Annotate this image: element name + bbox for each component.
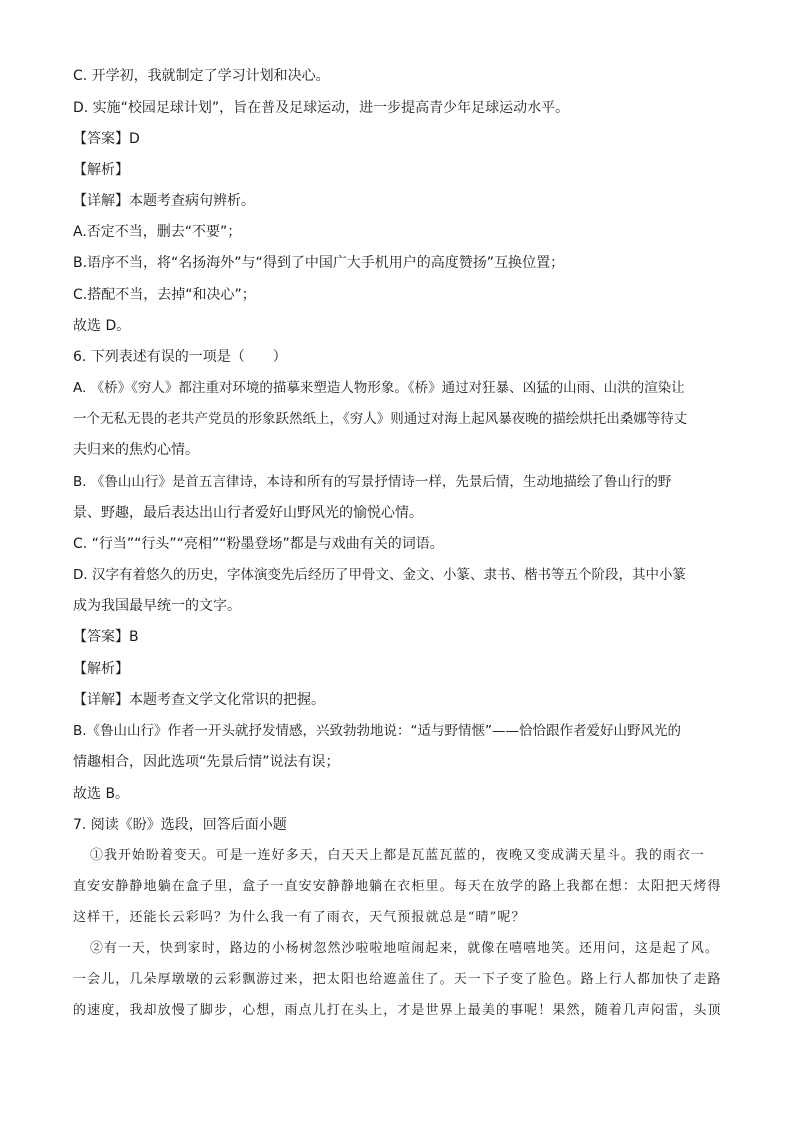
q6-analysis-label: 【解析】 [73, 661, 129, 677]
q6-option-b-line1: B. 《鲁山山行》是首五言律诗，本诗和所有的写景抒情诗一样，先景后情，生动地描绘了鲁山行的野 [73, 474, 672, 490]
q5-option-c: C. 开学初，我就制定了学习计划和决心。 [73, 68, 330, 84]
q5-conclusion: 故选 D。 [73, 318, 131, 334]
q7-stem: 7. 阅读《盼》选段，回答后面小题 [73, 817, 287, 833]
q5-analysis-label: 【解析】 [73, 162, 129, 178]
q6-option-c: C. “行当”“行头”“亮相”“粉墨登场”都是与戏曲有关的词语。 [73, 536, 444, 552]
q7-passage-p1-line2: 直安安静静地躺在盒子里，盒子一直安安静静地躺在衣柜里。每天在放学的路上我都在想：太阳把天烤得 [73, 879, 722, 894]
q7-passage-p2-line2: 一会儿，几朵厚墩墩的云彩飘游过来，把太阳也给遮盖住了。天一下子变了脸色。路上行人都加快了走路 [73, 972, 722, 987]
q6-option-a-line1: A. 《桥》《穷人》都注重对环境的描摹来塑造人物形象。《桥》通过对狂暴、凶猛的山雨、山洪的渲染让 [73, 380, 685, 396]
q7-passage-p2-line3: 的速度，我却放慢了脚步，心想，雨点儿打在头上，才是世界上最美的事呢！果然，随着几声闷雷，头顶 [73, 1003, 722, 1018]
q6-answer: 【答案】B [73, 629, 139, 645]
q7-passage-p2-line1: ②有一天，快到家时，路边的小杨树忽然沙啦啦地喧闹起来，就像在嘻嘻地笑。还用问，这是起了风。 [90, 941, 719, 956]
q6-detail: 【详解】本题考查文学文化常识的把握。 [73, 692, 325, 708]
q6-option-a-line3: 夫归来的焦灼心情。 [73, 442, 199, 458]
q6-option-b-line2: 景、野趣，最后表达出山行者爱好山野风光的愉悦心情。 [73, 505, 423, 521]
q6-option-d-line2: 成为我国最早统一的文字。 [73, 598, 241, 614]
q5-point-a: A.否定不当，删去“不要”； [73, 224, 242, 240]
q5-point-c: C.搭配不当，去掉“和决心”； [73, 287, 256, 303]
q6-conclusion: 故选 B。 [73, 786, 130, 802]
q5-option-d: D. 实施“校园足球计划”，旨在普及足球运动，进一步提高青少年足球运动水平。 [73, 100, 570, 116]
q6-option-d-line1: D. 汉字有着悠久的历史，字体演变先后经历了甲骨文、金文、小篆、隶书、楷书等五个阶段，其中小篆 [73, 567, 686, 583]
q6-stem: 6. 下列表述有误的一项是（ ） [73, 349, 287, 365]
q6-point-b-line2: 情趣相合，因此选项“先景后情”说法有误； [73, 754, 340, 770]
q7-passage-p1-line3: 这样干，还能长云彩吗？为什么我一有了雨衣，天气预报就总是“晴”呢？ [73, 910, 526, 925]
q5-answer: 【答案】D [73, 131, 140, 147]
q7-passage-p1-line1: ①我开始盼着变天。可是一连好多天，白天天上都是瓦蓝瓦蓝的，夜晚又变成满天星斗。我的雨衣一 [90, 848, 705, 863]
q5-point-b: B.语序不当，将“名扬海外”与“得到了中国广大手机用户的高度赞扬”互换位置； [73, 255, 565, 271]
q6-point-b-line1: B.《鲁山山行》作者一开头就抒发情感，兴致勃勃地说：“适与野情惬”——恰恰跟作者爱好山野风光的 [73, 723, 682, 739]
q5-detail: 【详解】本题考查病句辨析。 [73, 193, 255, 209]
q6-option-a-line2: 一个无私无畏的老共产党员的形象跃然纸上，《穷人》则通过对海上起风暴夜晚的描绘烘托出桑娜等待丈 [73, 411, 688, 427]
